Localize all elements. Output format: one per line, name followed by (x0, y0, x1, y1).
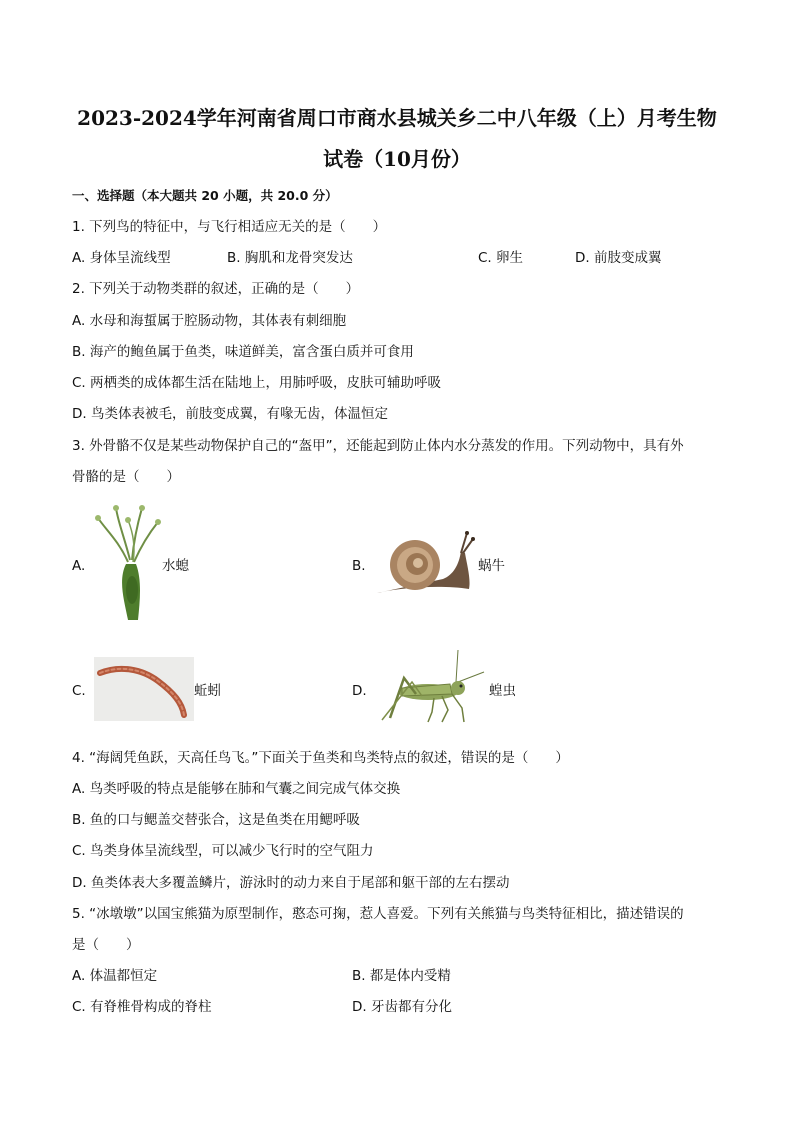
q5-option-d: D. 牙齿都有分化 (352, 999, 452, 1015)
q1-option-a: A. 身体呈流线型 (72, 250, 171, 266)
section-heading: 一、选择题（本大题共 20 小题，共 20.0 分） (72, 188, 338, 203)
q3-option-c-letter: C. (72, 683, 86, 699)
q4-option-a: A. 鸟类呼吸的特点是能够在肺和气囊之间完成气体交换 (72, 781, 401, 797)
question-3-stem-line-2: 骨骼的是（ ） (72, 469, 180, 485)
snail-image (373, 529, 477, 601)
q4-option-b: B. 鱼的口与鳃盖交替张合，这是鱼类在用鳃呼吸 (72, 812, 360, 828)
title-line-1: 2023-2024学年河南省周口市商水县城关乡二中八年级（上）月考生物 (77, 106, 717, 130)
earthworm-image (94, 657, 194, 721)
q2-option-c: C. 两栖类的成体都生活在陆地上，用肺呼吸，皮肤可辅助呼吸 (72, 375, 442, 391)
q4-option-c: C. 鸟类身体呈流线型，可以减少飞行时的空气阻力 (72, 843, 374, 859)
q3-option-a-letter: A. (72, 558, 86, 574)
q2-option-a: A. 水母和海蜇属于腔肠动物，其体表有刺细胞 (72, 313, 347, 329)
question-1-stem: 1. 下列鸟的特征中，与飞行相适应无关的是（ ） (72, 219, 387, 235)
hydra-image (88, 500, 162, 626)
q5-option-a: A. 体温都恒定 (72, 968, 158, 984)
q3-option-d-label: 蝗虫 (489, 683, 516, 699)
q3-option-d-letter: D. (352, 683, 367, 699)
q3-option-b-letter: B. (352, 558, 366, 574)
q5-option-c: C. 有脊椎骨构成的脊柱 (72, 999, 212, 1015)
q3-option-a-label: 水螅 (162, 558, 189, 574)
q2-option-d: D. 鸟类体表被毛，前肢变成翼，有喙无齿，体温恒定 (72, 406, 388, 422)
q1-option-d: D. 前肢变成翼 (575, 250, 662, 266)
title-line-2: 试卷（10月份） (323, 147, 471, 171)
question-2-stem: 2. 下列关于动物类群的叙述，正确的是（ ） (72, 281, 360, 297)
q5-option-b: B. 都是体内受精 (352, 968, 451, 984)
q3-option-b-label: 蜗牛 (478, 558, 505, 574)
grasshopper-image (372, 648, 490, 728)
question-5-stem-line-2: 是（ ） (72, 937, 140, 953)
q2-option-b: B. 海产的鲍鱼属于鱼类，味道鲜美，富含蛋白质并可食用 (72, 344, 414, 360)
q4-option-d: D. 鱼类体表大多覆盖鳞片，游泳时的动力来自于尾部和躯干部的左右摆动 (72, 875, 510, 891)
question-5-stem-line-1: 5. “冰墩墩”以国宝熊猫为原型制作，憨态可掬，惹人喜爱。下列有关熊猫与鸟类特征相比，描述错误的 (72, 906, 684, 922)
question-3-stem-line-1: 3. 外骨骼不仅是某些动物保护自己的“盔甲”，还能起到防止体内水分蒸发的作用。下列动物中，具有外 (72, 438, 684, 454)
q1-option-c: C. 卵生 (478, 250, 524, 266)
question-4-stem: 4. “海阔凭鱼跃，天高任鸟飞。”下面关于鱼类和鸟类特点的叙述，错误的是（ ） (72, 750, 569, 766)
q3-option-c-label: 蚯蚓 (194, 683, 221, 699)
q1-option-b: B. 胸肌和龙骨突发达 (227, 250, 353, 266)
